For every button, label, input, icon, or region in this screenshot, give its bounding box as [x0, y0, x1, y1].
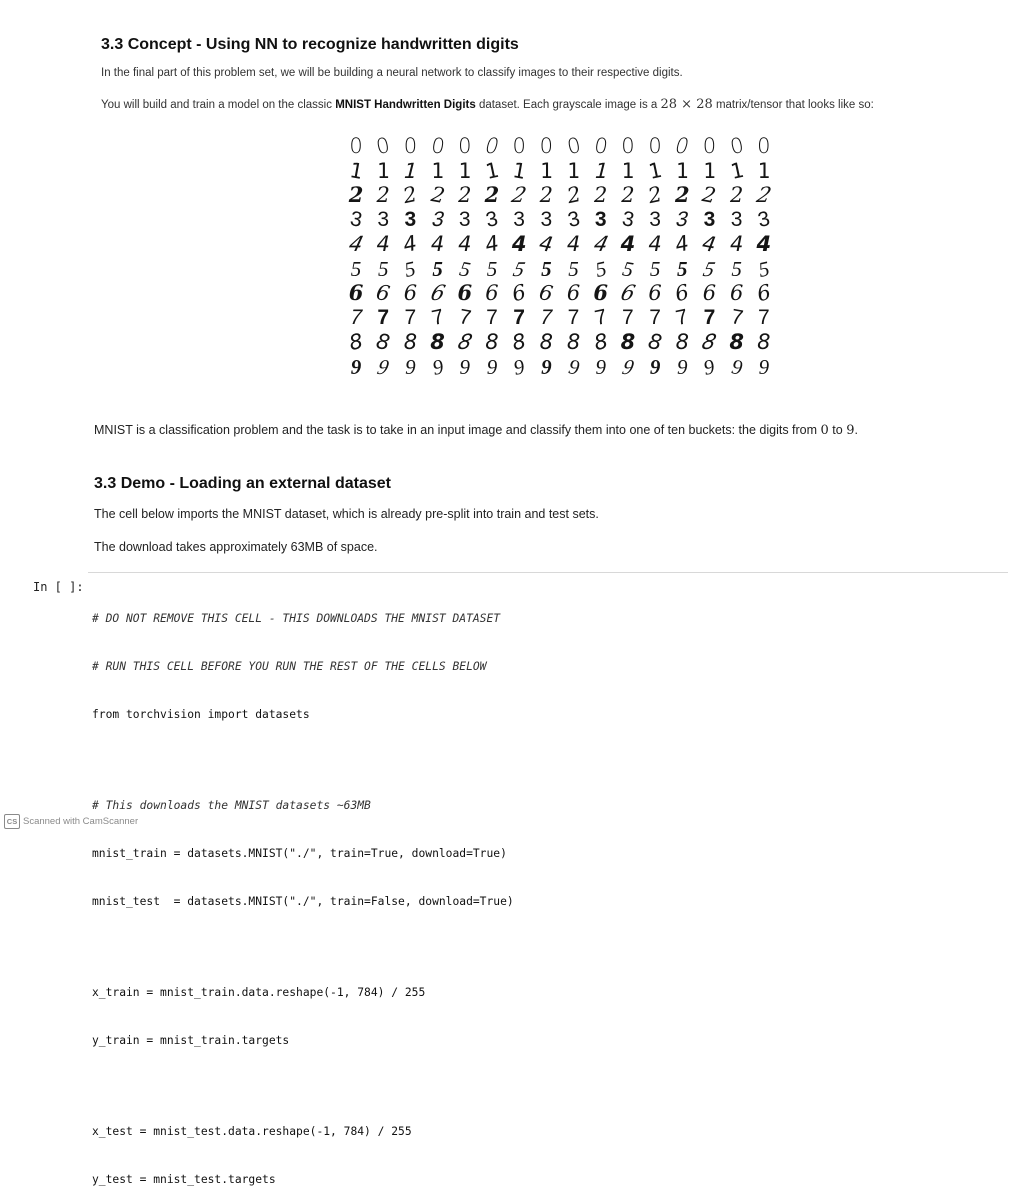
handwritten-digit: 6	[403, 281, 418, 305]
handwritten-digit: 2	[428, 182, 447, 208]
mnist-bold-label: MNIST Handwritten Digits	[335, 99, 476, 111]
handwritten-digit: 7	[377, 305, 390, 329]
handwritten-digit: 8	[591, 328, 610, 356]
handwritten-digit: 9	[619, 354, 637, 379]
handwritten-digit: 2	[729, 183, 744, 207]
handwritten-digit: 4	[591, 232, 611, 256]
handwritten-digit: 6	[374, 280, 392, 306]
handwritten-digit: 7	[457, 304, 473, 330]
handwritten-digit: 9	[429, 353, 446, 380]
handwritten-digit: 4	[346, 232, 366, 256]
handwritten-digit: 6	[593, 280, 608, 305]
demo-intro-text: The cell below imports the MNIST dataset, which is already pre-split into train and test sets.	[94, 507, 599, 521]
handwritten-digit: 7	[429, 304, 446, 330]
handwritten-digit: 3	[483, 206, 500, 232]
handwritten-digit: 9	[677, 354, 688, 379]
handwritten-digit: 8	[403, 330, 418, 354]
digit-row	[344, 306, 776, 331]
handwritten-digit: 2	[401, 181, 420, 209]
handwritten-digit: 5	[756, 255, 772, 282]
code-cell[interactable]	[92, 579, 972, 1204]
handwritten-digit: 7	[673, 304, 691, 330]
code-line: y_test = mnist_test.targets	[92, 1173, 276, 1186]
handwritten-digit: 2	[700, 182, 719, 208]
handwritten-digit: 8	[485, 330, 499, 354]
handwritten-digit: 4	[401, 230, 420, 258]
handwritten-digit: 7	[513, 305, 525, 329]
handwritten-digit: 1	[376, 158, 390, 183]
handwritten-digit: 2	[539, 183, 553, 207]
handwritten-digit: 5	[677, 256, 688, 281]
handwritten-digit: 9	[595, 354, 606, 379]
handwritten-digit: 6	[729, 281, 744, 305]
handwritten-digit: 7	[592, 304, 609, 330]
handwritten-digit: 3	[730, 207, 743, 231]
handwritten-digit: 6	[702, 281, 717, 305]
handwritten-digit: 5	[701, 256, 718, 281]
handwritten-digit: 8	[374, 329, 392, 355]
handwritten-digit: 5	[541, 256, 552, 281]
handwritten-digit: 3	[649, 207, 661, 231]
digit-row	[344, 232, 776, 257]
handwritten-digit: 5	[649, 256, 661, 281]
digit-row	[344, 330, 776, 355]
handwritten-digit: 6	[348, 280, 364, 305]
handwritten-digit: 9	[541, 354, 552, 379]
handwritten-digit: 7	[537, 305, 556, 329]
handwritten-digit: 0	[428, 133, 447, 159]
handwritten-digit: 1	[727, 157, 746, 184]
handwritten-digit: 3	[620, 206, 636, 232]
digit-row	[344, 134, 776, 159]
watermark-text: Scanned with CamScanner	[23, 816, 139, 827]
handwritten-digit: 4	[511, 232, 527, 256]
mnist-sample-grid	[344, 134, 776, 379]
handwritten-digit: 8	[675, 330, 689, 354]
handwritten-digit: 6	[457, 280, 473, 305]
handwritten-digit: 1	[431, 158, 444, 183]
handwritten-digit: 8	[455, 330, 475, 354]
code-line: x_test = mnist_test.data.reshape(-1, 784) / 255	[92, 1125, 412, 1138]
code-line: y_train = mnist_train.targets	[92, 1034, 290, 1047]
handwritten-digit: 9	[729, 353, 744, 380]
concept-heading: 3.3 Concept - Using NN to recognize handwritten digits	[101, 36, 519, 53]
handwritten-digit: 8	[646, 329, 664, 355]
handwritten-digit: 5	[731, 256, 742, 281]
handwritten-digit: 0	[458, 134, 472, 158]
handwritten-digit: 9	[405, 354, 416, 379]
digit-row	[344, 281, 776, 306]
cropped-previous-content	[120, 0, 260, 4]
handwritten-digit: 0	[564, 132, 583, 160]
handwritten-digit: 7	[567, 305, 580, 329]
matrix-size-math: 28 × 28	[660, 97, 713, 112]
handwritten-digit: 7	[703, 305, 716, 329]
handwritten-digit: 0	[403, 134, 418, 158]
handwritten-digit: 1	[483, 157, 501, 184]
handwritten-digit: 1	[401, 158, 420, 183]
handwritten-digit: 4	[729, 232, 744, 256]
handwritten-digit: 8	[566, 330, 581, 354]
handwritten-digit: 7	[729, 304, 745, 330]
handwritten-digit: 5	[620, 255, 636, 282]
handwritten-digit: 9	[350, 354, 362, 379]
handwritten-digit: 8	[620, 330, 636, 354]
handwritten-digit: 0	[539, 134, 553, 158]
digit-row	[344, 208, 776, 233]
handwritten-digit: 3	[594, 207, 607, 231]
handwritten-digit: 5	[593, 255, 609, 282]
handwritten-digit: 2	[594, 183, 608, 207]
code-line: # RUN THIS CELL BEFORE YOU RUN THE REST OF THE CELLS BELOW	[92, 660, 487, 673]
handwritten-digit: 1	[757, 158, 771, 183]
handwritten-digit: 3	[755, 206, 772, 232]
handwritten-digit: 3	[540, 207, 553, 231]
handwritten-digit: 6	[510, 279, 529, 307]
handwritten-digit: 0	[648, 134, 662, 158]
handwritten-digit: 9	[649, 354, 661, 379]
handwritten-digit: 1	[703, 158, 716, 183]
handwritten-digit: 4	[620, 232, 636, 256]
handwritten-digit: 5	[486, 256, 498, 281]
handwritten-digit: 3	[513, 207, 525, 231]
handwritten-digit: 3	[565, 206, 582, 232]
handwritten-digit: 2	[458, 183, 472, 207]
handwritten-digit: 4	[756, 232, 772, 256]
handwritten-digit: 2	[509, 183, 529, 207]
handwritten-digit: 6	[566, 281, 581, 305]
handwritten-digit: 3	[673, 207, 692, 231]
handwritten-digit: 1	[675, 158, 689, 183]
handwritten-digit: 0	[349, 134, 363, 158]
demo-heading: 3.3 Demo - Loading an external dataset	[94, 475, 391, 492]
handwritten-digit: 4	[458, 232, 472, 256]
handwritten-digit: 2	[348, 182, 364, 207]
handwritten-digit: 1	[458, 158, 472, 183]
handwritten-digit: 2	[621, 183, 635, 207]
handwritten-digit: 4	[566, 232, 581, 256]
handwritten-digit: 5	[457, 255, 473, 282]
handwritten-digit: 9	[486, 354, 498, 379]
handwritten-digit: 9	[758, 354, 770, 379]
handwritten-digit: 8	[729, 330, 744, 354]
handwritten-digit: 2	[564, 181, 583, 209]
handwritten-digit: 9	[566, 353, 581, 380]
handwritten-digit: 8	[757, 330, 771, 354]
handwritten-digit: 8	[699, 330, 720, 354]
handwritten-digit: 7	[649, 305, 661, 329]
handwritten-digit: 0	[374, 132, 393, 160]
handwritten-digit: 5	[377, 256, 389, 281]
handwritten-digit: 0	[482, 134, 502, 158]
handwritten-digit: 5	[510, 256, 528, 281]
handwritten-digit: 0	[592, 133, 610, 159]
concept-dataset-text: You will build and train a model on the classic MNIST Handwritten Digits dataset. Each grayscale image is a 28 × 28 matrix/tensor that looks like so:	[101, 97, 874, 112]
handwritten-digit: 7	[404, 305, 417, 329]
handwritten-digit: 9	[511, 353, 527, 380]
handwritten-digit: 6	[427, 281, 448, 305]
handwritten-digit: 0	[672, 134, 692, 158]
code-line: # This downloads the MNIST datasets ~63MB	[92, 799, 371, 812]
code-line: mnist_train = datasets.MNIST("./", train=True, download=True)	[92, 847, 507, 860]
handwritten-digit: 8	[539, 330, 553, 354]
handwritten-digit: 2	[645, 181, 665, 209]
handwritten-digit: 0	[512, 134, 526, 158]
scanner-watermark	[4, 814, 138, 829]
handwritten-digit: 9	[701, 353, 718, 380]
handwritten-digit: 0	[621, 134, 635, 158]
handwritten-digit: 2	[484, 182, 500, 207]
handwritten-digit: 4	[430, 232, 445, 256]
code-line: # DO NOT REMOVE THIS CELL - THIS DOWNLOADS THE MNIST DATASET	[92, 612, 501, 625]
handwritten-digit: 5	[568, 256, 579, 281]
handwritten-digit: 3	[458, 207, 471, 231]
handwritten-digit: 1	[510, 157, 528, 184]
code-line: x_train = mnist_train.data.reshape(-1, 784) / 255	[92, 986, 426, 999]
concept-intro-text: In the final part of this problem set, we will be building a neural network to classify images to their respective digits.	[101, 67, 683, 79]
cell-prompt: In [ ]:	[33, 580, 84, 594]
code-line: mnist_test = datasets.MNIST("./", train=False, download=True)	[92, 895, 514, 908]
handwritten-digit: 9	[459, 354, 470, 379]
handwritten-digit: 4	[648, 232, 662, 256]
handwritten-digit: 1	[646, 157, 664, 184]
handwritten-digit: 6	[754, 279, 773, 307]
cell-divider	[88, 572, 1008, 573]
handwritten-digit: 3	[348, 206, 364, 232]
handwritten-digit: 6	[673, 279, 692, 307]
handwritten-digit: 8	[430, 330, 445, 354]
handwritten-digit: 0	[702, 134, 717, 158]
handwritten-digit: 1	[567, 158, 580, 183]
handwritten-digit: 6	[537, 280, 556, 306]
classification-text: MNIST is a classification problem and the task is to take in an input image and classify them into one of ten buckets: the digits from 0 to 9.	[94, 423, 858, 438]
handwritten-digit: 3	[377, 207, 390, 231]
handwritten-digit: 0	[757, 134, 771, 158]
handwritten-digit: 2	[376, 183, 390, 207]
code-line: from torchvision import datasets	[92, 708, 310, 721]
handwritten-digit: 4	[376, 232, 390, 256]
handwritten-digit: 6	[648, 281, 662, 305]
handwritten-digit: 0	[727, 132, 746, 160]
handwritten-digit: 9	[375, 354, 392, 379]
handwritten-digit: 5	[432, 256, 443, 281]
handwritten-digit: 2	[674, 182, 690, 207]
handwritten-digit: 2	[754, 183, 774, 207]
handwritten-digit: 8	[346, 328, 365, 356]
handwritten-digit: 1	[539, 158, 553, 183]
handwritten-digit: 1	[621, 158, 635, 183]
digit-row	[344, 183, 776, 208]
handwritten-digit: 4	[482, 230, 501, 258]
digit-row	[344, 257, 776, 282]
handwritten-digit: 7	[622, 305, 634, 329]
digit-row	[344, 355, 776, 380]
handwritten-digit: 7	[347, 305, 365, 329]
handwritten-digit: 5	[350, 256, 362, 281]
handwritten-digit: 7	[757, 305, 770, 329]
handwritten-digit: 7	[486, 305, 498, 329]
handwritten-digit: 6	[485, 281, 499, 305]
handwritten-digit: 4	[537, 231, 556, 257]
demo-download-text: The download takes approximately 63MB of space.	[94, 540, 378, 554]
handwritten-digit: 1	[591, 158, 611, 183]
handwritten-digit: 3	[429, 207, 447, 231]
handwritten-digit: 6	[618, 281, 638, 305]
handwritten-digit: 4	[700, 231, 719, 257]
handwritten-digit: 1	[347, 157, 365, 184]
handwritten-digit: 3	[703, 207, 716, 231]
handwritten-digit: 8	[510, 328, 529, 356]
handwritten-digit: 4	[673, 230, 692, 258]
camscanner-logo-icon: CS	[4, 814, 20, 829]
handwritten-digit: 5	[402, 255, 418, 282]
digit-row	[344, 159, 776, 184]
handwritten-digit: 3	[404, 207, 417, 231]
